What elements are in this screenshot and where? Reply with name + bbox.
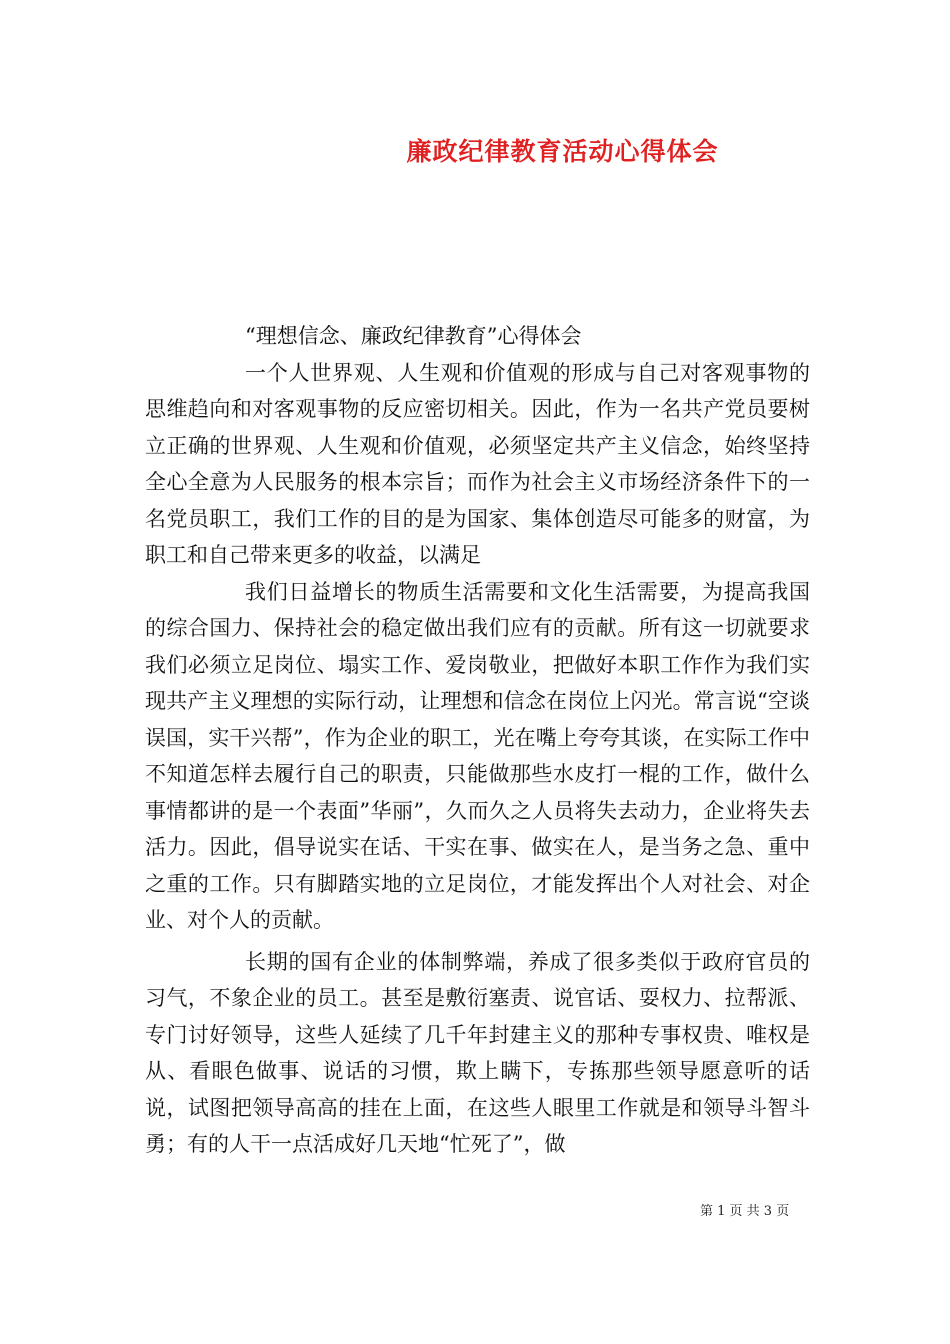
paragraph-3: 长期的国有企业的体制弊端，养成了很多类似于政府官员的习气，不象企业的员工。甚至是敷衍塞责、说官话、耍权力、拉帮派、专门讨好领导，这些人延续了几千年封建主义的那种专事权贵、唯权是从、看眼色做事、说话的习惯，欺上瞒下，专拣那些领导愿意听的话说，试图把领导高高的挂在上面，在这些人眼里工作就是和领导斗智斗勇；有的人干一点活成好几天地“忙死了”，做 xyxy=(145,949,810,1156)
document-title: 廉政纪律教育活动心得体会 xyxy=(406,137,719,166)
paragraph-2: 我们日益增长的物质生活需要和文化生活需要，为提高我国的综合国力、保持社会的稳定做出我们应有的贡献。所有这一切就要求我们必须立足岗位、塌实工作、爱岗敬业，把做好本职工作作为我们实现共产主义理想的实际行动，让理想和信念在岗位上闪光。常言说“空谈误国，实干兴帮”，作为企业的职工，光在嘴上夸夸其谈，在实际工作中不知道怎样去履行自己的职责，只能做那些水皮打一棍的工作，做什么事情都讲的是一个表面”华丽”，久而久之人员将失去动力，企业将失去活力。因此，倡导说实在话、干实在事、做实在人，是当务之急、重中之重的工作。只有脚踏实地的立足岗位，才能发挥出个人对社会、对企业、对个人的贡献。 xyxy=(145,579,810,932)
document-body xyxy=(145,318,810,1163)
page-number-footer: 第 1 页 共 3 页 xyxy=(700,1204,790,1219)
paragraph-1: 一个人世界观、人生观和价值观的形成与自己对客观事物的思维趋向和对客观事物的反应密切相关。因此，作为一名共产党员要树立正确的世界观、人生观和价值观，必须坚定共产主义信念，始终坚持全心全意为人民服务的根本宗旨；而作为社会主义市场经济条件下的一名党员职工，我们工作的目的是为国家、集体创造尽可能多的财富，为职工和自己带来更多的收益，以满足 xyxy=(145,360,810,567)
document-subtitle: “理想信念、廉政纪律教育”心得体会 xyxy=(245,324,582,348)
